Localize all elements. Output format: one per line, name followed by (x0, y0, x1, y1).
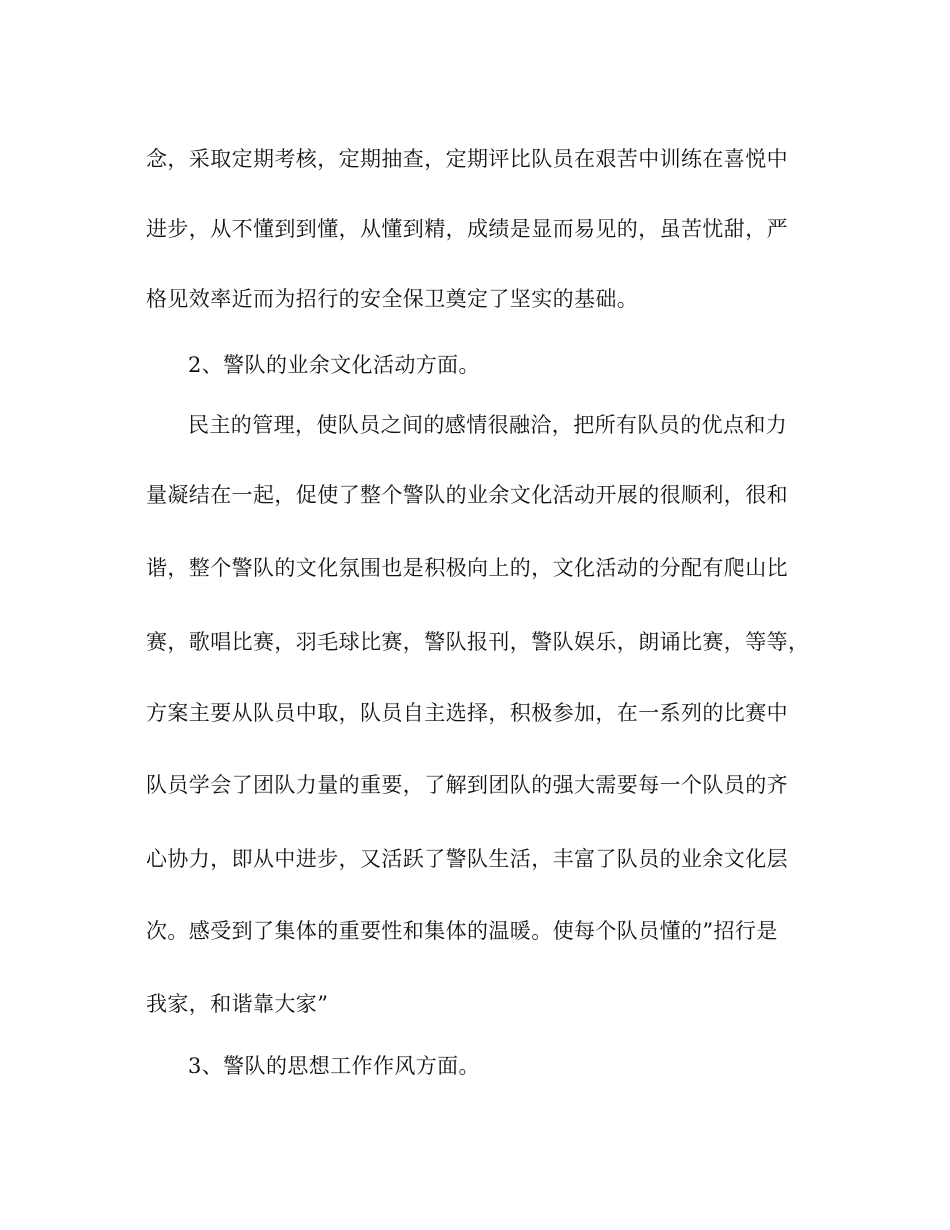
section-heading: 2、警队的业余文化活动方面。 (188, 353, 480, 377)
paragraph-line: 谐，整个警队的文化氛围也是积极向上的，文化活动的分配有爬山比 (146, 556, 788, 580)
paragraph-line: 量凝结在一起，促使了整个警队的业余文化活动开展的很顺利，很和 (146, 483, 788, 507)
paragraph-line: 心协力，即从中进步，又活跃了警队生活，丰富了队员的业余文化层 (146, 847, 788, 871)
paragraph-line: 队员学会了团队力量的重要，了解到团队的强大需要每一个队员的齐 (146, 773, 788, 797)
paragraph-line: 民主的管理，使队员之间的感情很融洽，把所有队员的优点和力 (188, 413, 788, 437)
paragraph-line: 格见效率近而为招行的安全保卫奠定了坚实的基础。 (146, 287, 639, 311)
paragraph-line: 进步，从不懂到到懂，从懂到精，成绩是显而易见的，虽苦忧甜，严 (146, 217, 788, 241)
paragraph-line: 我家，和谐靠大家” (146, 992, 329, 1016)
paragraph-line: 赛，歌唱比赛，羽毛球比赛，警队报刊，警队娱乐，朗诵比赛，等等， (146, 630, 810, 654)
paragraph-line: 次。感受到了集体的重要性和集体的温暖。使每个队员懂的”招行是 (146, 919, 778, 943)
paragraph-line: 方案主要从队员中取，队员自主选择，积极参加，在一系列的比赛中 (146, 701, 788, 725)
paragraph-line: 念，采取定期考核，定期抽查，定期评比队员在艰苦中训练在喜悦中 (146, 147, 788, 171)
section-heading: 3、警队的思想工作作风方面。 (188, 1054, 480, 1078)
